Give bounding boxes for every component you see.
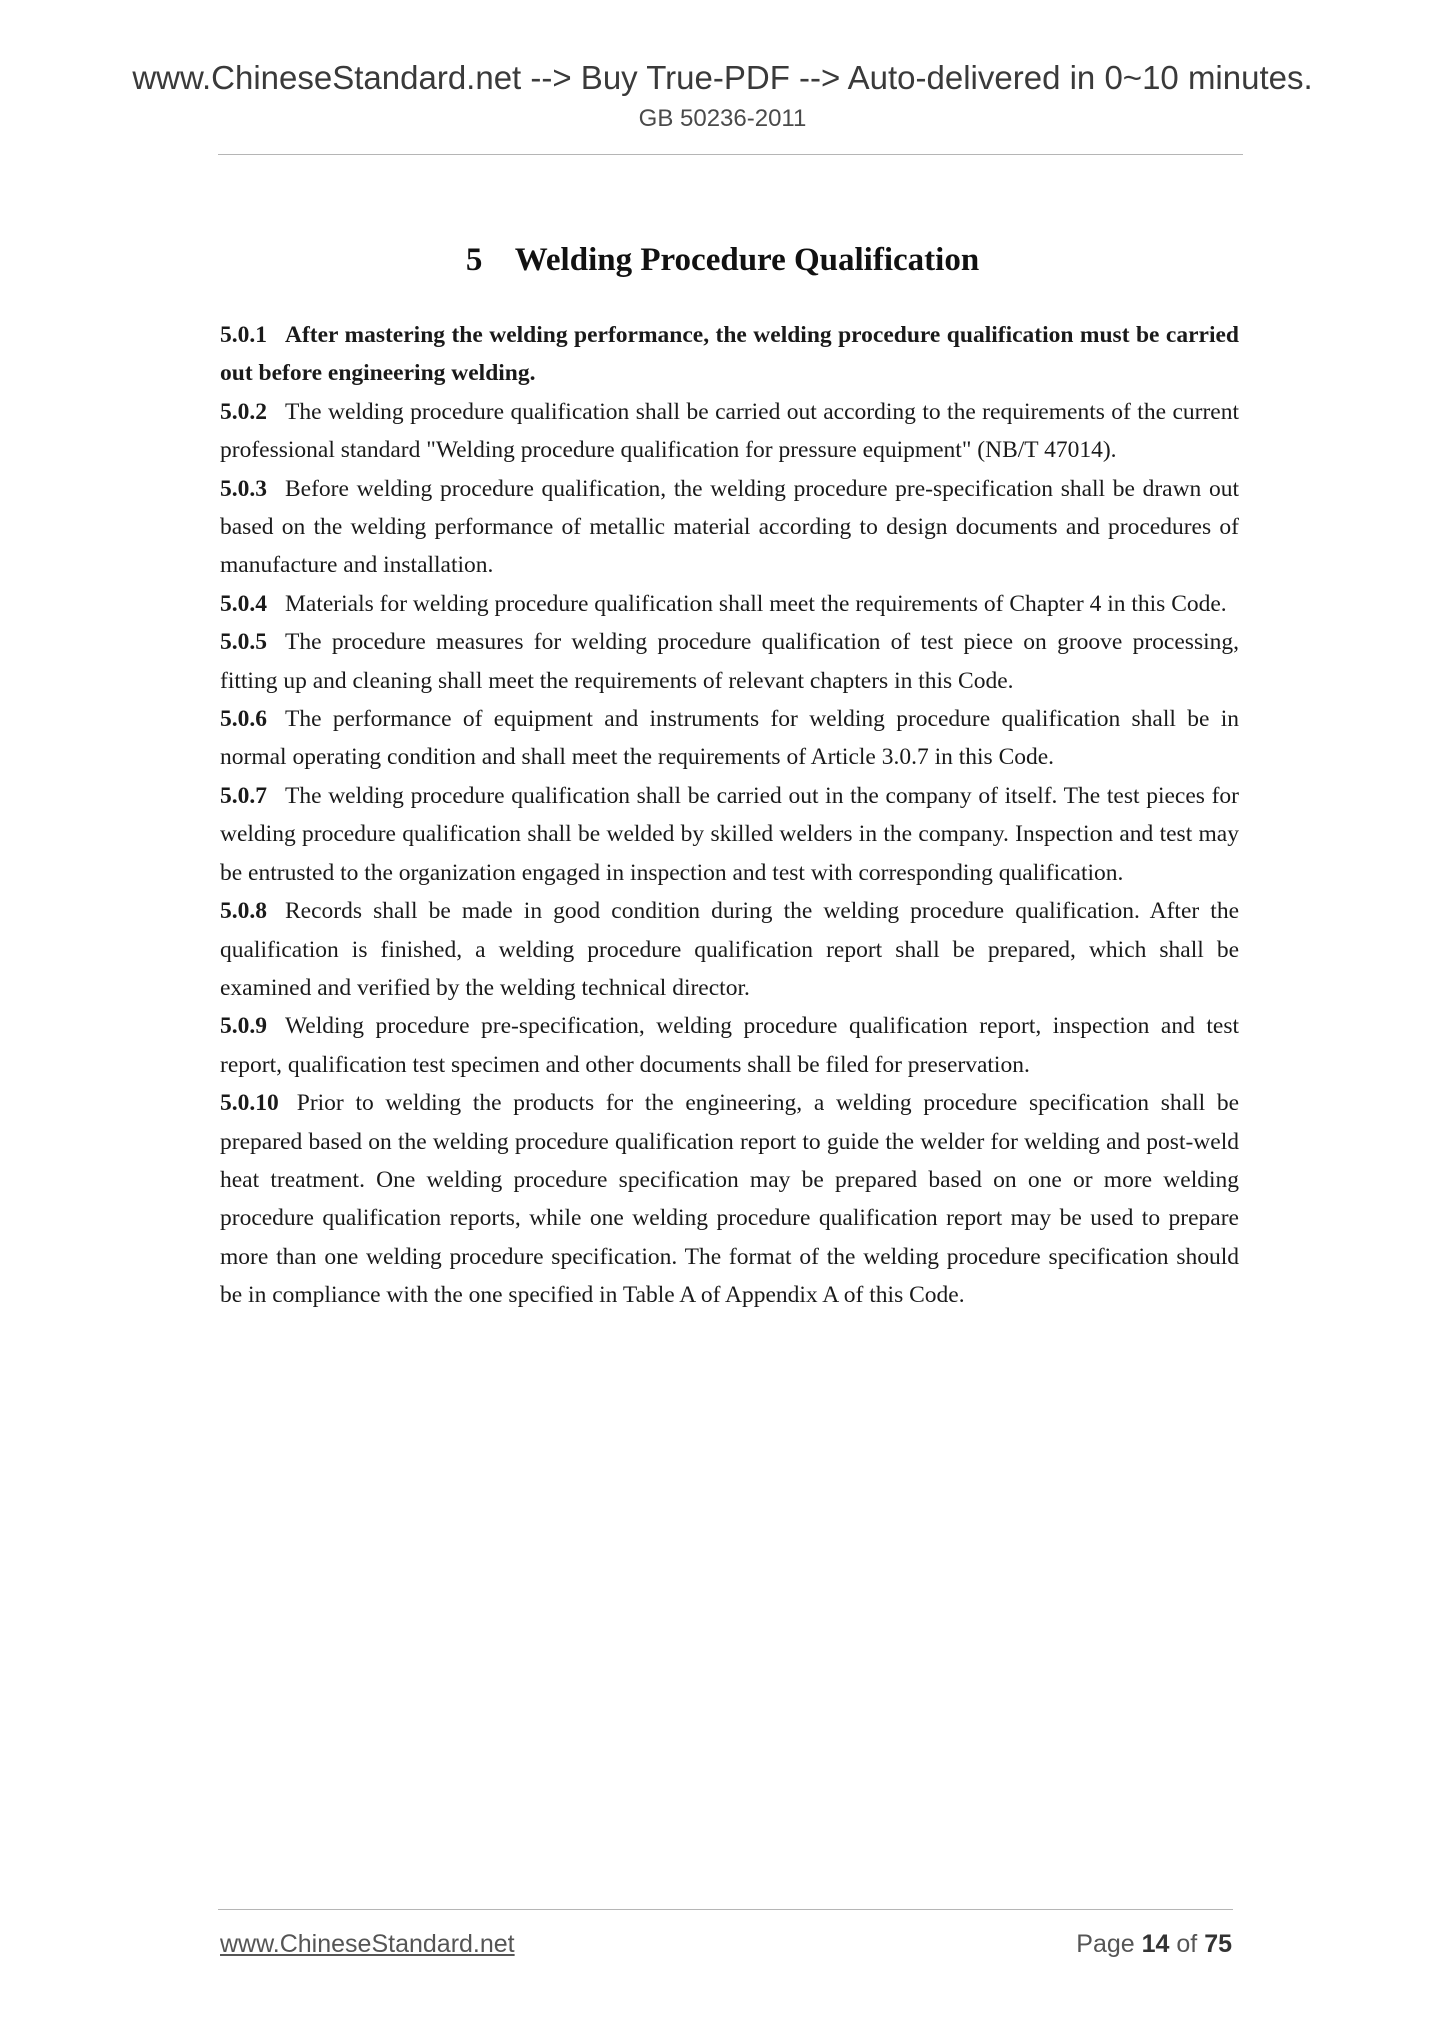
footer-divider (218, 1909, 1233, 1910)
clause-text: The performance of equipment and instruments for welding procedure qualification shall be in normal operating condition and shall meet the requirements of Article 3.0.7 in this Code. (220, 706, 1239, 771)
section-title: Welding Procedure Qualification (514, 242, 980, 279)
header-divider (218, 154, 1243, 155)
clause-number: 5.0.2 (220, 398, 267, 425)
page-current: 14 (1141, 1930, 1170, 1958)
clause (220, 316, 1239, 393)
document-id: GB 50236-2011 (638, 105, 807, 132)
clause-text: Welding procedure pre-specification, welding procedure qualification report, inspection and test report, qualification test specimen and other documents shall be filed for preservation. (220, 1013, 1239, 1078)
page-indicator (1076, 1926, 1232, 1962)
clause (220, 700, 1239, 777)
page-label: Page (1076, 1930, 1135, 1958)
clause-text: Records shall be made in good condition during the welding procedure qualification. After the qualification is finished, a welding procedure qualification report shall be prepared, which shall be examined and verified by the welding technical director. (220, 898, 1239, 1001)
clause-number: 5.0.4 (220, 590, 267, 617)
clause-text: The welding procedure qualification shall be carried out in the company of itself. The test pieces for welding procedure qualification shall be welded by skilled welders in the company. Inspection and test may be entrusted to the organization engaged in inspection and test with corresponding qualification. (220, 782, 1239, 886)
clause-number: 5.0.6 (220, 706, 267, 733)
section-heading (0, 238, 1445, 282)
clause (220, 892, 1239, 1007)
clause-text: The procedure measures for welding procedure qualification of test piece on groove processing, fitting up and cleaning shall meet the requirements of relevant chapters in this Code. (220, 629, 1239, 694)
clause-text: Prior to welding the products for the engineering, a welding procedure specification shall be prepared based on the welding procedure qualification report to guide the welder for welding and post-weld heat treatment. One welding procedure specification may be prepared based on one or more welding procedure qualification reports, while one welding procedure qualification report may be used to prepare more than one welding procedure specification. The format of the welding procedure specification should be in compliance with the one specified in Table A of Appendix A of this Code. (220, 1090, 1239, 1309)
clause (220, 585, 1239, 623)
clause-number: 5.0.8 (220, 898, 267, 925)
clause (220, 1084, 1239, 1314)
clause-number: 5.0.5 (220, 629, 267, 656)
clause-text: The welding procedure qualification shall be carried out according to the requirements of the current professional standard "Welding procedure qualification for pressure equipment" (NB/T 47014). (220, 398, 1239, 464)
clause-list (220, 316, 1239, 1315)
clause-text: Materials for welding procedure qualification shall meet the requirements of Chapter 4 in this Code. (285, 590, 1227, 617)
clause-number: 5.0.9 (220, 1013, 267, 1040)
clause-text: After mastering the welding performance, the welding procedure qualification must be carried out before engineering welding. (220, 322, 1239, 387)
clause (220, 393, 1239, 470)
footer-site-link[interactable]: www.ChineseStandard.net (220, 1930, 515, 1958)
clause-number: 5.0.10 (220, 1090, 279, 1117)
clause (220, 623, 1239, 700)
clause (220, 777, 1239, 892)
section-number: 5 (465, 242, 483, 279)
clause (220, 470, 1239, 585)
clause-number: 5.0.3 (220, 475, 267, 502)
clause (220, 1007, 1239, 1084)
header-banner: www.ChineseStandard.net --> Buy True-PDF --> Auto-delivered in 0~10 minutes. (132, 59, 1313, 96)
page-footer (220, 1926, 1232, 1962)
page-of-label: of (1176, 1930, 1198, 1958)
clause-number: 5.0.1 (220, 322, 267, 348)
clause-number: 5.0.7 (220, 782, 267, 809)
clause-text: Before welding procedure qualification, the welding procedure pre-specification shall be drawn out based on the welding performance of metallic material according to design documents and procedures of manufacture and installation. (220, 475, 1239, 579)
page-total: 75 (1204, 1930, 1232, 1958)
